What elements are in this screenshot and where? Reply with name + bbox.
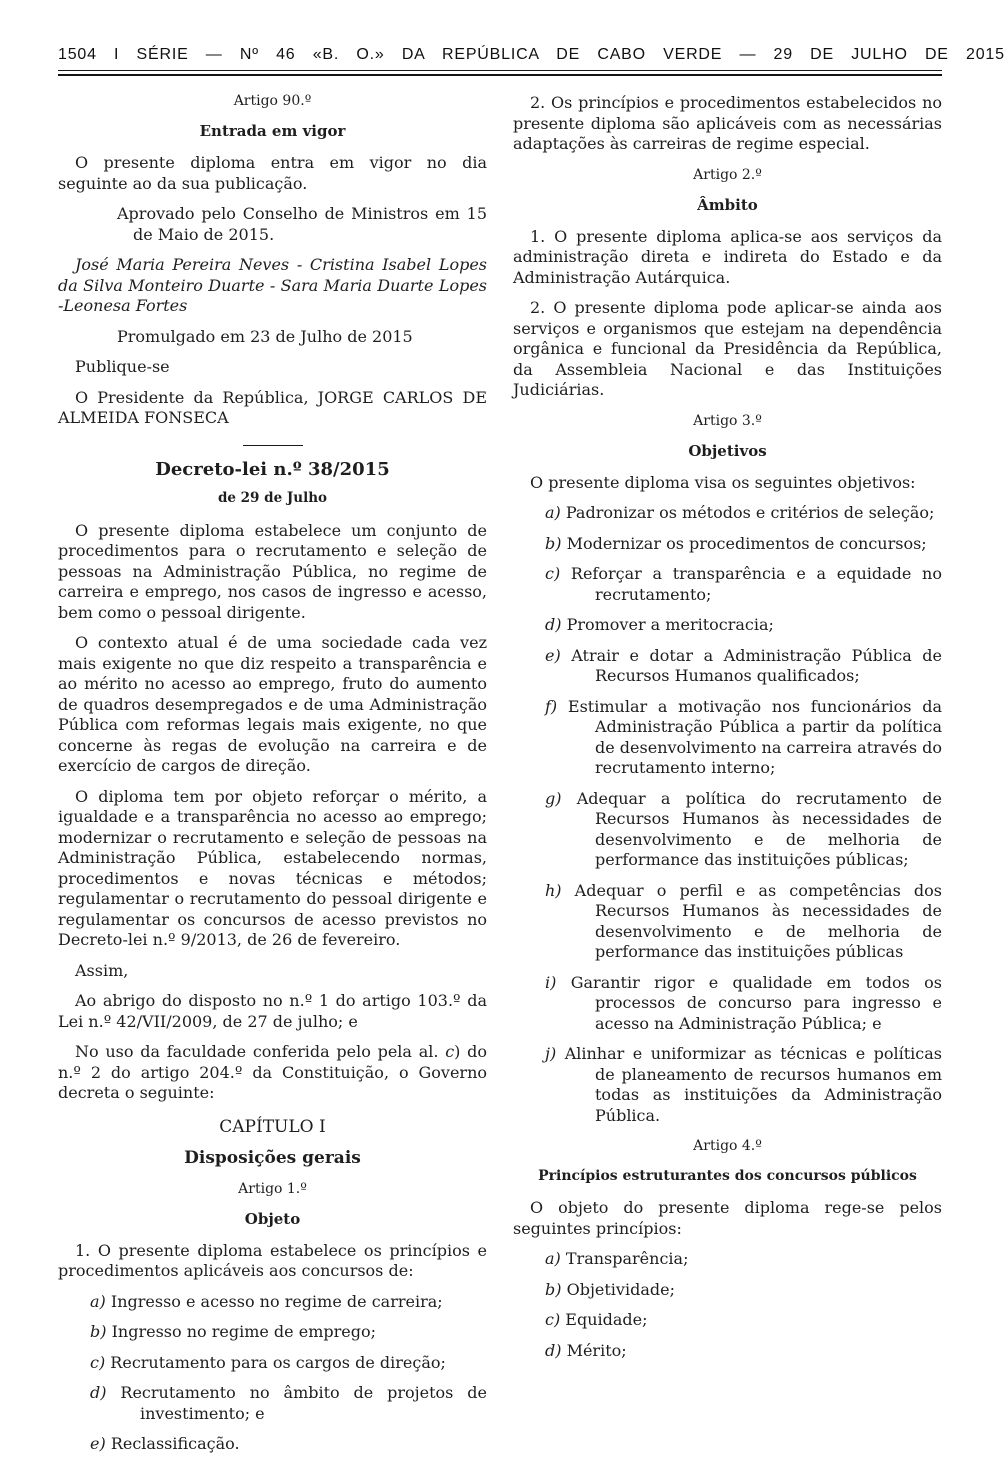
masthead-rule-thin bbox=[58, 70, 942, 71]
list-marker: h) bbox=[545, 880, 562, 900]
paragraph: O diploma tem por objeto reforçar o mérito, a igualdade e a transparência no acesso ao emprego; modernizar o recrutamento e seleção de pessoas na Administração Pública, estabelecendo normas, procedimentos e novas técnicas e métodos; regulamentar o recrutamento do pessoal dirigente e regulamentar os concursos de acesso previstos no Decreto-lei n.º 9/2013, de 26 de fevereiro. bbox=[58, 786, 487, 949]
list-marker: a) bbox=[545, 1249, 561, 1268]
paragraph: 2. O presente diploma pode aplicar-se ainda aos serviços e organismos que estejam na dependência orgânica e funcional da Presidência da República, da Assembleia Nacional e das Instituições Judiciárias. bbox=[513, 298, 942, 399]
list-marker: i) bbox=[545, 972, 557, 992]
list-item bbox=[58, 1292, 487, 1313]
list-text: Padronizar os métodos e critérios de seleção; bbox=[565, 503, 935, 522]
list-text: Alinhar e uniformizar as técnicas e políticas de planeamento de recursos humanos em todas as instituições da Administração Pública. bbox=[564, 1044, 943, 1125]
list-item bbox=[513, 1280, 942, 1301]
paragraph-president: O Presidente da República, JORGE CARLOS DE ALMEIDA FONSECA bbox=[58, 387, 487, 427]
list-marker: a) bbox=[90, 1291, 106, 1311]
list-item bbox=[513, 615, 942, 636]
article-title: Entrada em vigor bbox=[199, 122, 346, 140]
list-marker: a) bbox=[545, 503, 561, 522]
article-title: Objeto bbox=[244, 1209, 301, 1228]
list-item bbox=[513, 789, 942, 871]
decree-subtitle: de 29 de Julho bbox=[217, 489, 328, 506]
list-marker: b) bbox=[90, 1322, 107, 1341]
list-marker: f) bbox=[545, 696, 558, 716]
paragraph: O objeto do presente diploma rege-se pelos seguintes princípios: bbox=[513, 1198, 942, 1238]
article-number: Artigo 1.º bbox=[238, 1180, 307, 1197]
two-column-body bbox=[58, 88, 942, 1465]
article-number: Artigo 3.º bbox=[693, 412, 762, 429]
list-text: Atrair e dotar a Administração Pública de Recursos Humanos qualificados; bbox=[571, 645, 942, 685]
masthead-rule-thick bbox=[58, 74, 942, 76]
left-column bbox=[58, 88, 487, 1465]
list-text: Objetividade; bbox=[566, 1279, 675, 1299]
section-divider bbox=[243, 445, 303, 446]
paragraph-signatures: José Maria Pereira Neves - Cristina Isabel Lopes da Silva Monteiro Duarte - Sara Maria Duarte Lopes -Leonesa Fortes bbox=[58, 255, 487, 315]
list-item bbox=[513, 1310, 942, 1331]
chapter-title: Disposições gerais bbox=[184, 1147, 361, 1168]
list-item bbox=[513, 1044, 942, 1126]
list-item bbox=[58, 1383, 487, 1424]
article-title: Princípios estruturantes dos concursos públicos bbox=[538, 1168, 917, 1184]
list-text: Modernizar os procedimentos de concursos; bbox=[566, 533, 927, 553]
paragraph: 2. Os princípios e procedimentos estabelecidos no presente diploma são aplicáveis com as necessárias adaptações às carreiras de regime especial. bbox=[513, 93, 942, 153]
masthead bbox=[58, 46, 1005, 76]
paragraph-promulgation: Promulgado em 23 de Julho de 2015 bbox=[117, 326, 413, 346]
list-item bbox=[513, 973, 942, 1035]
list-item bbox=[513, 1249, 942, 1270]
list-item bbox=[58, 1322, 487, 1343]
list-text: Reforçar a transparência e a equidade no recrutamento; bbox=[570, 564, 942, 604]
list-marker: g) bbox=[545, 788, 562, 808]
list-text: Transparência; bbox=[565, 1249, 689, 1268]
list-item bbox=[58, 1353, 487, 1374]
list-marker: d) bbox=[545, 615, 562, 634]
list-text: Ingresso no regime de emprego; bbox=[111, 1322, 376, 1341]
list-marker: d) bbox=[545, 1340, 562, 1360]
list-marker: e) bbox=[90, 1434, 106, 1453]
italic-letter: c bbox=[445, 1042, 455, 1061]
list-item bbox=[513, 881, 942, 963]
list-text: Estimular a motivação nos funcionários da Administração Pública a partir da política de desenvolvimento na carreira através do recrutamento interno; bbox=[567, 696, 942, 777]
list-item bbox=[513, 564, 942, 605]
list-text: Adequar a política do recrutamento de Recursos Humanos às necessidades de desenvolvimento e de melhoria de performance das instituições públicas; bbox=[576, 788, 942, 869]
list-item bbox=[513, 503, 942, 524]
list-marker: j) bbox=[545, 1044, 557, 1063]
paragraph bbox=[58, 1042, 487, 1104]
paragraph: 1. O presente diploma aplica-se aos serviços da administração direta e indireta do Estado e da Administração Autárquica. bbox=[513, 226, 942, 287]
list-text: Recrutamento no âmbito de projetos de investimento; e bbox=[120, 1383, 487, 1423]
list-text: Ingresso e acesso no regime de carreira; bbox=[110, 1291, 443, 1311]
list-text: Recrutamento para os cargos de direção; bbox=[110, 1352, 446, 1372]
list-marker: c) bbox=[545, 564, 561, 583]
list-marker: d) bbox=[90, 1383, 107, 1402]
paragraph: Assim, bbox=[75, 960, 129, 980]
list-text: Mérito; bbox=[566, 1340, 627, 1360]
paragraph: Ao abrigo do disposto no n.º 1 do artigo 103.º da Lei n.º 42/VII/2009, de 27 de julho; e bbox=[58, 991, 487, 1031]
list-item bbox=[58, 1434, 487, 1455]
decree-title: Decreto-lei n.º 38/2015 bbox=[155, 458, 390, 480]
article-number: Artigo 90.º bbox=[233, 93, 312, 109]
paragraph-publish: Publique-se bbox=[75, 357, 170, 376]
list-text: Equidade; bbox=[565, 1310, 648, 1329]
list-item bbox=[513, 1341, 942, 1362]
paragraph-text: ) do n.º 2 do artigo 204.º da Constituição, o Governo decreta o seguinte: bbox=[58, 1042, 488, 1102]
list-text: Adequar o perfil e as competências dos Recursos Humanos às necessidades de desenvolvimento e de melhoria de performance das instituições públicas bbox=[574, 880, 942, 961]
list-text: Garantir rigor e qualidade em todos os processos de concurso para ingresso e acesso na Administração Pública; e bbox=[570, 972, 942, 1033]
paragraph: O contexto atual é de uma sociedade cada vez mais exigente no que diz respeito a transparência e ao mérito no acesso ao emprego, fruto do aumento de quadros desempregados e de uma Administração Pública com reformas legais mais exigente, no que concerne às regas de evolução na carreira e de exercício de cargos de direção. bbox=[58, 633, 487, 775]
list-marker: c) bbox=[545, 1310, 561, 1329]
list-item bbox=[513, 697, 942, 779]
paragraph: O presente diploma entra em vigor no dia seguinte ao da sua publicação. bbox=[58, 153, 487, 193]
article-number: Artigo 4.º bbox=[693, 1138, 762, 1154]
article-title: Âmbito bbox=[697, 195, 758, 214]
article-title: Objetivos bbox=[688, 441, 767, 460]
paragraph: 1. O presente diploma estabelece os princípios e procedimentos aplicáveis aos concursos de: bbox=[58, 1240, 487, 1280]
list-item bbox=[513, 534, 942, 555]
masthead-text: 1504 I SÉRIE — Nº 46 «B. O.» DA REPÚBLICA DE CABO VERDE — 29 DE JULHO DE 2015 bbox=[58, 46, 1005, 63]
paragraph: O presente diploma visa os seguintes objetivos: bbox=[530, 472, 916, 492]
list-marker: c) bbox=[90, 1352, 106, 1372]
list-marker: e) bbox=[545, 645, 561, 665]
list-marker: b) bbox=[545, 1279, 562, 1299]
right-column bbox=[513, 88, 942, 1465]
list-item bbox=[513, 646, 942, 687]
paragraph-text: No uso da faculdade conferida pelo pela al. bbox=[75, 1042, 446, 1061]
paragraph-approval: Aprovado pelo Conselho de Ministros em 15 de Maio de 2015. bbox=[117, 204, 487, 244]
list-marker: b) bbox=[545, 533, 562, 553]
paragraph: O presente diploma estabelece um conjunto de procedimentos para o recrutamento e seleção de pessoas na Administração Pública, no regime de carreira e emprego, nos casos de ingresso e acesso, bem como o pessoal dirigente. bbox=[58, 520, 487, 622]
list-text: Promover a meritocracia; bbox=[566, 615, 774, 634]
chapter-number: CAPÍTULO I bbox=[219, 1116, 326, 1137]
list-text: Reclassificação. bbox=[110, 1434, 240, 1453]
article-number: Artigo 2.º bbox=[693, 166, 762, 183]
